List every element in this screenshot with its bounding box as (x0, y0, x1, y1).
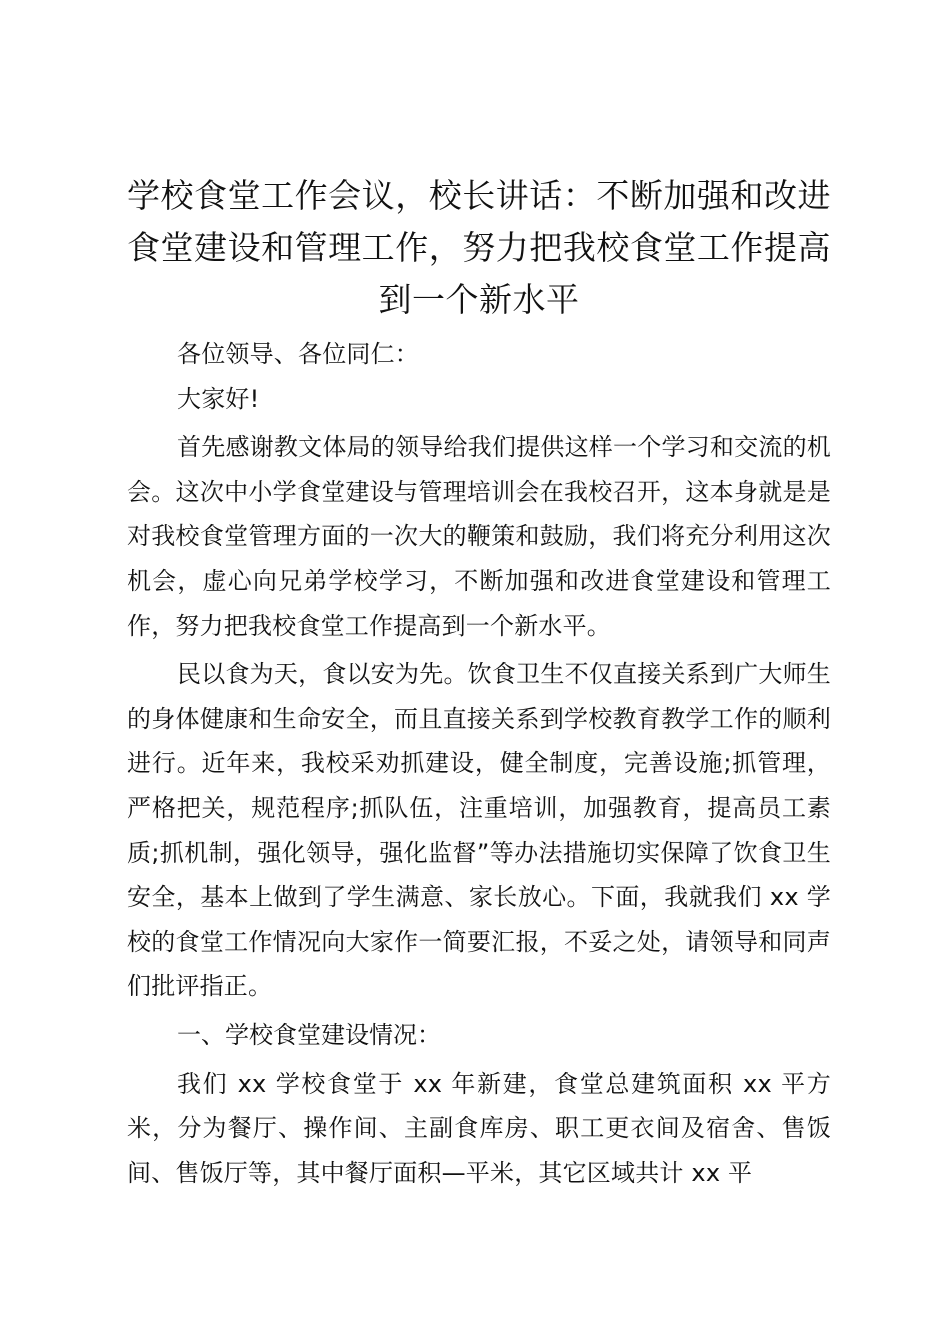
paragraph-2: 民以食为天，食以安为先。饮食卫生不仅直接关系到广大师生的身体健康和生命安全，而且直接关系到学校教育教学工作的顺利进行。近年来，我校采劝抓建设，健全制度，完善设施;抓管理，严格把关，规范程序;抓队伍，注重培训，加强教育，提高员工素质;抓机制，强化领导，强化监督”等办法措施切实保障了饮食卫生安全，基本上做到了学生满意、家长放心。下面，我就我们 xx 学校的食堂工作情况向大家作一简要汇报，不妥之处，请领导和同声们批评指正。 (127, 660, 831, 1001)
document-title: 学校食堂工作会议，校长讲话：不断加强和改进食堂建设和管理工作，努力把我校食堂工作提高到一个新水平 (127, 176, 831, 319)
paragraph-1: 首先感谢教文体局的领导给我们提供这样一个学习和交流的机会。这次中小学食堂建设与管理培训会在我校召开，这本身就是是对我校食堂管理方面的一次大的鞭策和鼓励，我们将充分利用这次机会，虚心向兄弟学校学习，不断加强和改进食堂建设和管理工作，努力把我校食堂工作提高到一个新水平。 (127, 433, 831, 640)
section-heading: 一、学校食堂建设情况： (177, 1020, 441, 1049)
greeting: 大家好! (177, 384, 260, 413)
document-content (127, 170, 831, 1195)
salutation: 各位领导、各位同仁： (177, 340, 419, 368)
section-paragraph: 我们 xx 学校食堂于 xx 年新建，食堂总建筑面积 xx 平方米，分为餐厅、操作间、主副食库房、职工更衣间及宿舍、售饭间、售饭厅等，其中餐厅面积—平米，其它区域共计 xx 平 (127, 1069, 831, 1187)
